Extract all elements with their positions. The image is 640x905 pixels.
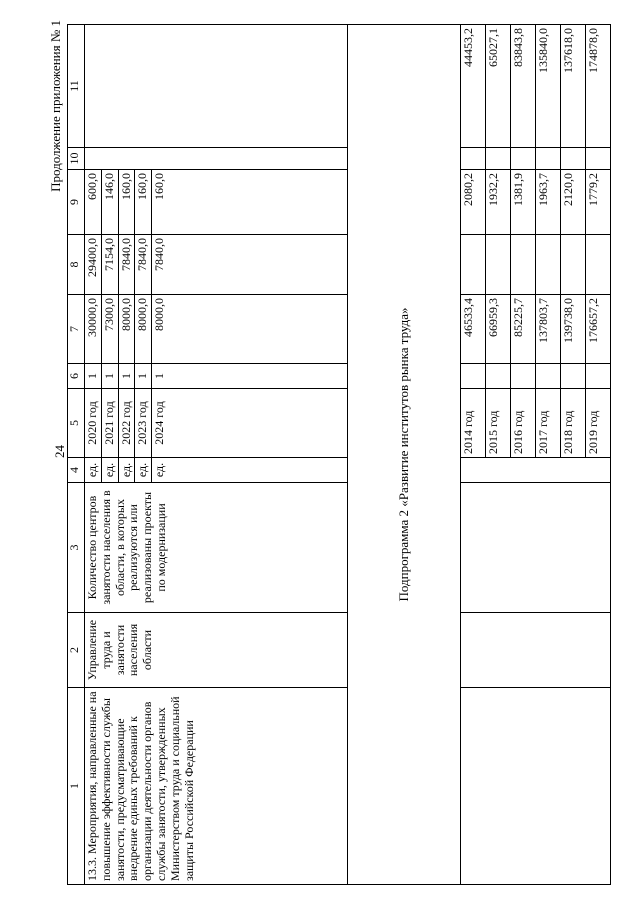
total-cell: 66959,3	[486, 295, 511, 364]
regional-cell: 160,0	[118, 170, 135, 235]
empty-cell	[561, 148, 586, 170]
column-number: 5	[68, 389, 85, 458]
measure-executor: Управление труда и занятости населения области	[85, 613, 348, 688]
empty-cell	[85, 148, 348, 170]
empty-cell	[511, 148, 536, 170]
year-cell: 2018 год	[561, 389, 586, 458]
empty-cell	[85, 25, 348, 148]
other-sources-cell: 137618,0	[561, 25, 586, 148]
total-cell: 85225,7	[511, 295, 536, 364]
empty-cell	[461, 148, 486, 170]
subprogram-header-row	[348, 25, 461, 885]
empty-cell	[536, 364, 561, 389]
empty-cell	[511, 235, 536, 295]
total-cell: 137803,7	[536, 295, 561, 364]
column-number: 9	[68, 170, 85, 235]
subprogram-title: Подпрограмма 2 «Развитие институтов рынка труда»	[348, 25, 461, 885]
regional-cell: 1932,2	[486, 170, 511, 235]
total-cell: 8000,0	[152, 295, 348, 364]
column-number: 10	[68, 148, 85, 170]
total-cell: 139738,0	[561, 295, 586, 364]
indicator-value-cell: 1	[152, 364, 348, 389]
total-cell: 7300,0	[101, 295, 118, 364]
regional-cell: 160,0	[135, 170, 152, 235]
measure-row	[85, 25, 102, 885]
column-number: 8	[68, 235, 85, 295]
regional-cell: 1963,7	[536, 170, 561, 235]
page-number: 24	[52, 445, 67, 458]
federal-cell: 29400,0	[85, 235, 102, 295]
other-sources-cell: 174878,0	[586, 25, 611, 148]
federal-cell: 7840,0	[135, 235, 152, 295]
column-number: 4	[68, 458, 85, 483]
regional-cell: 2120,0	[561, 170, 586, 235]
year-cell: 2014 год	[461, 389, 486, 458]
column-number: 2	[68, 613, 85, 688]
year-cell: 2020 год	[85, 389, 102, 458]
empty-cell	[486, 148, 511, 170]
other-sources-cell: 65027,1	[486, 25, 511, 148]
empty-cell	[586, 364, 611, 389]
unit-cell: ед.	[101, 458, 118, 483]
column-number: 7	[68, 295, 85, 364]
total-cell: 8000,0	[135, 295, 152, 364]
empty-cell	[586, 235, 611, 295]
column-number: 11	[68, 25, 85, 148]
empty-cell	[561, 364, 586, 389]
indicator-value-cell: 1	[118, 364, 135, 389]
empty-cell	[536, 235, 561, 295]
appendix-title: Продолжение приложения № 1	[48, 20, 63, 192]
year-cell: 2022 год	[118, 389, 135, 458]
year-cell: 2016 год	[511, 389, 536, 458]
total-cell: 8000,0	[118, 295, 135, 364]
year-cell: 2021 год	[101, 389, 118, 458]
regional-cell: 2080,2	[461, 170, 486, 235]
indicator-value-cell: 1	[135, 364, 152, 389]
column-number-row	[68, 25, 85, 885]
indicator-value-cell: 1	[101, 364, 118, 389]
federal-cell: 7840,0	[152, 235, 348, 295]
total-cell: 46533,4	[461, 295, 486, 364]
empty-cell	[461, 613, 611, 688]
column-number: 3	[68, 483, 85, 613]
total-cell: 30000,0	[85, 295, 102, 364]
total-cell: 176657,2	[586, 295, 611, 364]
column-number: 6	[68, 364, 85, 389]
regional-cell: 1381,9	[511, 170, 536, 235]
federal-cell: 7840,0	[118, 235, 135, 295]
empty-cell	[511, 364, 536, 389]
program-table	[67, 24, 611, 885]
other-sources-cell: 83843,8	[511, 25, 536, 148]
year-cell: 2024 год	[152, 389, 348, 458]
year-cell: 2015 год	[486, 389, 511, 458]
empty-cell	[461, 364, 486, 389]
regional-cell: 160,0	[152, 170, 348, 235]
subprogram-row	[461, 25, 486, 885]
unit-cell: ед.	[135, 458, 152, 483]
other-sources-cell: 135840,0	[536, 25, 561, 148]
year-cell: 2019 год	[586, 389, 611, 458]
regional-cell: 600,0	[85, 170, 102, 235]
year-cell: 2017 год	[536, 389, 561, 458]
measure-indicator: Количество центров занятости населения в области, в которых реализуются или реализованы проекты по модернизации	[85, 483, 348, 613]
unit-cell: ед.	[85, 458, 102, 483]
column-number: 1	[68, 688, 85, 885]
empty-cell	[561, 235, 586, 295]
unit-cell: ед.	[118, 458, 135, 483]
empty-cell	[461, 483, 611, 613]
regional-cell: 146,0	[101, 170, 118, 235]
empty-cell	[461, 235, 486, 295]
empty-cell	[461, 688, 611, 885]
federal-cell: 7154,0	[101, 235, 118, 295]
other-sources-cell: 44453,2	[461, 25, 486, 148]
indicator-value-cell: 1	[85, 364, 102, 389]
unit-cell: ед.	[152, 458, 348, 483]
empty-cell	[486, 364, 511, 389]
empty-cell	[461, 458, 611, 483]
empty-cell	[536, 148, 561, 170]
year-cell: 2023 год	[135, 389, 152, 458]
measure-name: 13.3. Мероприятия, направленные на повышение эффективности службы занятости, предусматривающие внедрение единых требований к организации деятельности органов службы занятости, утвержденных Министерством труда и социальной защиты Российской Федерации	[85, 688, 348, 885]
regional-cell: 1779,2	[586, 170, 611, 235]
empty-cell	[486, 235, 511, 295]
empty-cell	[586, 148, 611, 170]
